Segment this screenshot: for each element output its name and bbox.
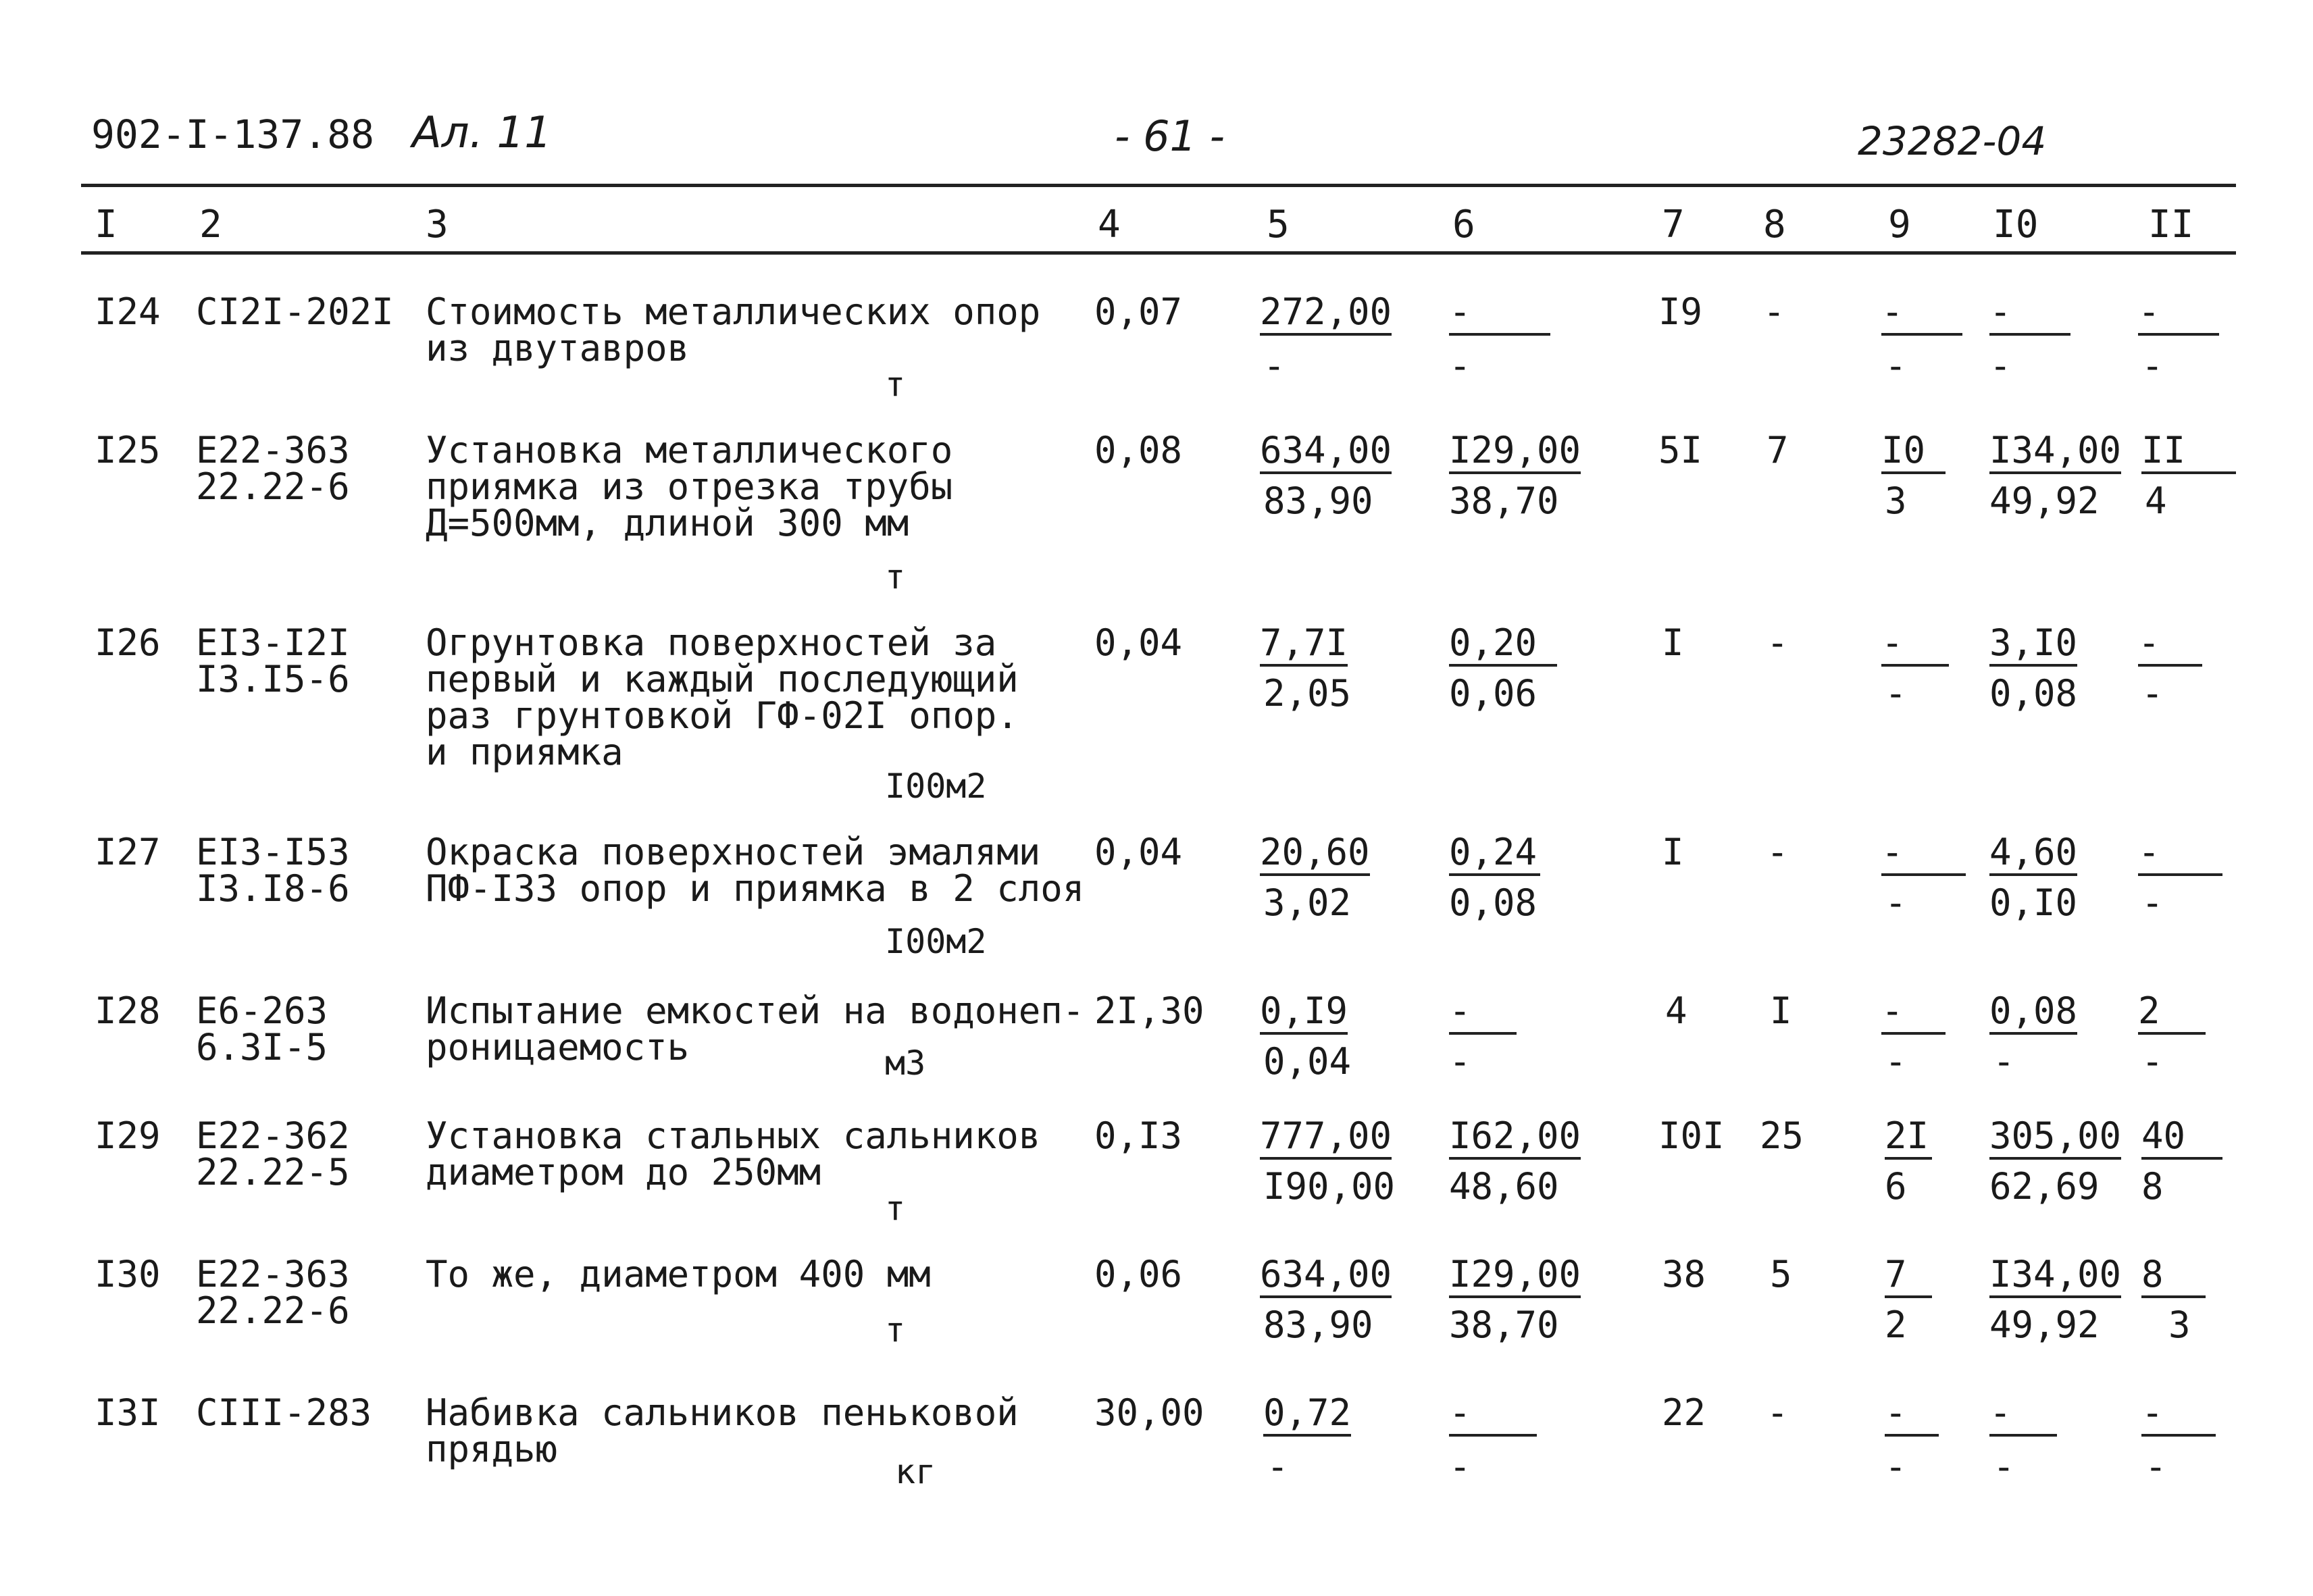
- row-number: I29: [95, 1114, 161, 1157]
- mech-cost-bottom: -: [1449, 344, 1471, 387]
- col11-top: -: [2138, 625, 2202, 667]
- col9-bottom: -: [1885, 344, 1907, 387]
- work-description: Окраска поверхностей эмалями ПФ-I33 опор и приямка в 2 слоя: [426, 831, 1085, 910]
- column-header-5: 5: [1267, 203, 1290, 247]
- col9-top: -: [1881, 294, 1962, 336]
- mech-cost-bottom: 0,06: [1449, 672, 1537, 715]
- norm-code: CIII-283: [196, 1391, 372, 1434]
- col10-bottom: 62,69: [1989, 1165, 2100, 1208]
- column-header-8: 8: [1763, 203, 1786, 247]
- unit-label: кг: [895, 1452, 936, 1491]
- unit-cost-top: 777,00: [1260, 1118, 1392, 1160]
- header-top-rule: [81, 184, 2236, 187]
- mech-cost-top: 0,24: [1449, 834, 1540, 876]
- wages: 25: [1760, 1114, 1804, 1157]
- col9-bottom: -: [1885, 881, 1907, 924]
- mech-cost-top: I29,00: [1449, 1256, 1581, 1298]
- wages: -: [1766, 1391, 1789, 1434]
- work-description: Стоимость металлических опор из двутавров: [426, 290, 1041, 369]
- quantity: 0,08: [1094, 429, 1183, 471]
- mech-cost-bottom: -: [1449, 1445, 1471, 1488]
- unit-cost-top: 634,00: [1260, 432, 1392, 474]
- col9-top: 2I: [1885, 1118, 1932, 1160]
- column-header-3: 3: [426, 203, 449, 247]
- quantity: 0,07: [1094, 290, 1183, 333]
- col9-top: I0: [1881, 432, 1946, 474]
- col10-top: 0,08: [1989, 993, 2077, 1035]
- col11-bottom: 8: [2141, 1165, 2164, 1208]
- norm-code: EI3-I53 I3.I8-6: [196, 831, 350, 910]
- mech-cost-top: -: [1449, 1395, 1537, 1437]
- col11-bottom: 4: [2145, 480, 2167, 522]
- mech-cost-bottom: 38,70: [1449, 480, 1559, 522]
- col9-bottom: -: [1885, 1445, 1907, 1488]
- col9-bottom: -: [1885, 1040, 1907, 1083]
- col9-bottom: -: [1885, 672, 1907, 715]
- col10-top: 3,I0: [1989, 625, 2077, 667]
- column-header-9: 9: [1888, 203, 1911, 247]
- total-cost: 38: [1662, 1253, 1706, 1295]
- norm-code: E22-362 22.22-5: [196, 1114, 350, 1193]
- col11-top: 40: [2141, 1118, 2222, 1160]
- work-description: Огрунтовка поверхностей за первый и каждый последующий раз грунтовкой ГФ-02I опор. и приямка: [426, 621, 1019, 773]
- quantity: 30,00: [1094, 1391, 1204, 1434]
- col10-top: -: [1989, 294, 2070, 336]
- work-description: Установка металлического приямка из отрезка трубы Д=500мм, длиной 300 мм: [426, 429, 953, 544]
- col10-bottom: 0,I0: [1989, 881, 2078, 924]
- col11-top: -: [2141, 1395, 2216, 1437]
- page-number: - 61 -: [1115, 111, 1225, 161]
- norm-code: EI3-I2I I3.I5-6: [196, 621, 350, 700]
- unit-cost-top: 7,7I: [1260, 625, 1348, 667]
- col11-bottom: -: [2141, 344, 2164, 387]
- wages: -: [1766, 621, 1789, 664]
- col11-bottom: -: [2141, 672, 2164, 715]
- col10-top: I34,00: [1989, 1256, 2121, 1298]
- col10-bottom: -: [1989, 344, 2012, 387]
- unit-cost-bottom: 2,05: [1263, 672, 1352, 715]
- unit-label: т: [885, 365, 906, 404]
- mech-cost-top: I29,00: [1449, 432, 1581, 474]
- col9-bottom: 3: [1885, 480, 1907, 522]
- row-number: I26: [95, 621, 161, 664]
- column-header-7: 7: [1662, 203, 1685, 247]
- row-number: I24: [95, 290, 161, 333]
- work-description: То же, диаметром 400 мм: [426, 1253, 931, 1295]
- row-number: I27: [95, 831, 161, 873]
- column-header-1: I: [95, 203, 118, 247]
- col11-top: 2: [2138, 993, 2206, 1035]
- unit-cost-bottom: 3,02: [1263, 881, 1352, 924]
- work-description: Набивка сальников пеньковой прядью: [426, 1391, 1019, 1470]
- wages: 7: [1766, 429, 1789, 471]
- mech-cost-bottom: 48,60: [1449, 1165, 1559, 1208]
- col10-top: I34,00: [1989, 432, 2121, 474]
- col11-bottom: -: [2141, 881, 2164, 924]
- total-cost: I: [1662, 621, 1684, 664]
- unit-cost-bottom: 83,90: [1263, 480, 1373, 522]
- unit-cost-top: 0,72: [1263, 1395, 1351, 1437]
- total-cost: 22: [1662, 1391, 1706, 1434]
- unit-label: т: [885, 1189, 906, 1228]
- col10-bottom: 49,92: [1989, 1304, 2100, 1346]
- col10-bottom: -: [1993, 1040, 2015, 1083]
- col10-top: 4,60: [1989, 834, 2077, 876]
- col9-top: 7: [1885, 1256, 1932, 1298]
- col9-top: -: [1881, 834, 1966, 876]
- mech-cost-bottom: 38,70: [1449, 1304, 1559, 1346]
- col9-bottom: 6: [1885, 1165, 1907, 1208]
- column-header-4: 4: [1098, 203, 1121, 247]
- wages: I: [1770, 989, 1792, 1032]
- col10-top: -: [1989, 1395, 2057, 1437]
- col9-top: -: [1881, 993, 1946, 1035]
- unit-label: I00м2: [885, 922, 987, 961]
- unit-cost-top: 634,00: [1260, 1256, 1392, 1298]
- norm-code: CI2I-202I: [196, 290, 394, 333]
- mech-cost-bottom: 0,08: [1449, 881, 1537, 924]
- row-number: I3I: [95, 1391, 161, 1434]
- total-cost: 4: [1665, 989, 1687, 1032]
- work-description: Установка стальных сальников диаметром до 250мм: [426, 1114, 1041, 1193]
- unit-cost-bottom: I90,00: [1263, 1165, 1396, 1208]
- unit-cost-top: 20,60: [1260, 834, 1370, 876]
- mech-cost-top: 0,20: [1449, 625, 1557, 667]
- total-cost: I: [1662, 831, 1684, 873]
- unit-label: т: [885, 557, 906, 596]
- total-cost: I0I: [1658, 1114, 1725, 1157]
- col10-top: 305,00: [1989, 1118, 2121, 1160]
- total-cost: I9: [1658, 290, 1703, 333]
- header-bottom-rule: [81, 251, 2236, 255]
- unit-label: м3: [885, 1044, 926, 1083]
- norm-code: E22-363 22.22-6: [196, 1253, 350, 1332]
- col11-top: 8: [2141, 1256, 2206, 1298]
- col10-bottom: 49,92: [1989, 480, 2100, 522]
- col11-top: -: [2138, 834, 2222, 876]
- col10-bottom: -: [1993, 1445, 2015, 1488]
- wages: -: [1766, 831, 1789, 873]
- total-cost: 5I: [1658, 429, 1703, 471]
- col9-top: -: [1881, 625, 1949, 667]
- unit-cost-top: 0,I9: [1260, 993, 1348, 1035]
- unit-cost-bottom: -: [1267, 1445, 1289, 1488]
- row-number: I30: [95, 1253, 161, 1295]
- col11-top: II: [2141, 432, 2236, 474]
- quantity: 2I,30: [1094, 989, 1204, 1032]
- work-description: Испытание емкостей на водонеп- роницаемость: [426, 989, 1085, 1069]
- mech-cost-top: -: [1449, 993, 1517, 1035]
- col9-bottom: 2: [1885, 1304, 1907, 1346]
- order-number: 23282-04: [1858, 118, 2047, 164]
- column-header-11: II: [2148, 203, 2194, 247]
- quantity: 0,04: [1094, 831, 1183, 873]
- column-header-2: 2: [199, 203, 222, 247]
- unit-label: т: [885, 1310, 906, 1349]
- unit-cost-bottom: -: [1263, 344, 1286, 387]
- col10-bottom: 0,08: [1989, 672, 2078, 715]
- quantity: 0,04: [1094, 621, 1183, 664]
- mech-cost-bottom: -: [1449, 1040, 1471, 1083]
- row-number: I25: [95, 429, 161, 471]
- mech-cost-top: -: [1449, 294, 1550, 336]
- col9-top: -: [1885, 1395, 1939, 1437]
- unit-label: I00м2: [885, 767, 987, 806]
- quantity: 0,I3: [1094, 1114, 1183, 1157]
- document-code: 902-I-137.88: [91, 111, 375, 157]
- col11-bottom: -: [2141, 1040, 2164, 1083]
- album-label: Ал. 11: [412, 108, 552, 158]
- quantity: 0,06: [1094, 1253, 1183, 1295]
- column-header-10: I0: [1993, 203, 2039, 247]
- col11-bottom: 3: [2168, 1304, 2191, 1346]
- wages: -: [1763, 290, 1785, 333]
- col11-top: -: [2138, 294, 2219, 336]
- mech-cost-top: I62,00: [1449, 1118, 1581, 1160]
- norm-code: E6-263 6.3I-5: [196, 989, 328, 1069]
- unit-cost-bottom: 0,04: [1263, 1040, 1352, 1083]
- wages: 5: [1770, 1253, 1792, 1295]
- unit-cost-bottom: 83,90: [1263, 1304, 1373, 1346]
- col11-bottom: -: [2145, 1445, 2167, 1488]
- norm-code: E22-363 22.22-6: [196, 429, 350, 508]
- unit-cost-top: 272,00: [1260, 294, 1392, 336]
- column-header-6: 6: [1452, 203, 1475, 247]
- row-number: I28: [95, 989, 161, 1032]
